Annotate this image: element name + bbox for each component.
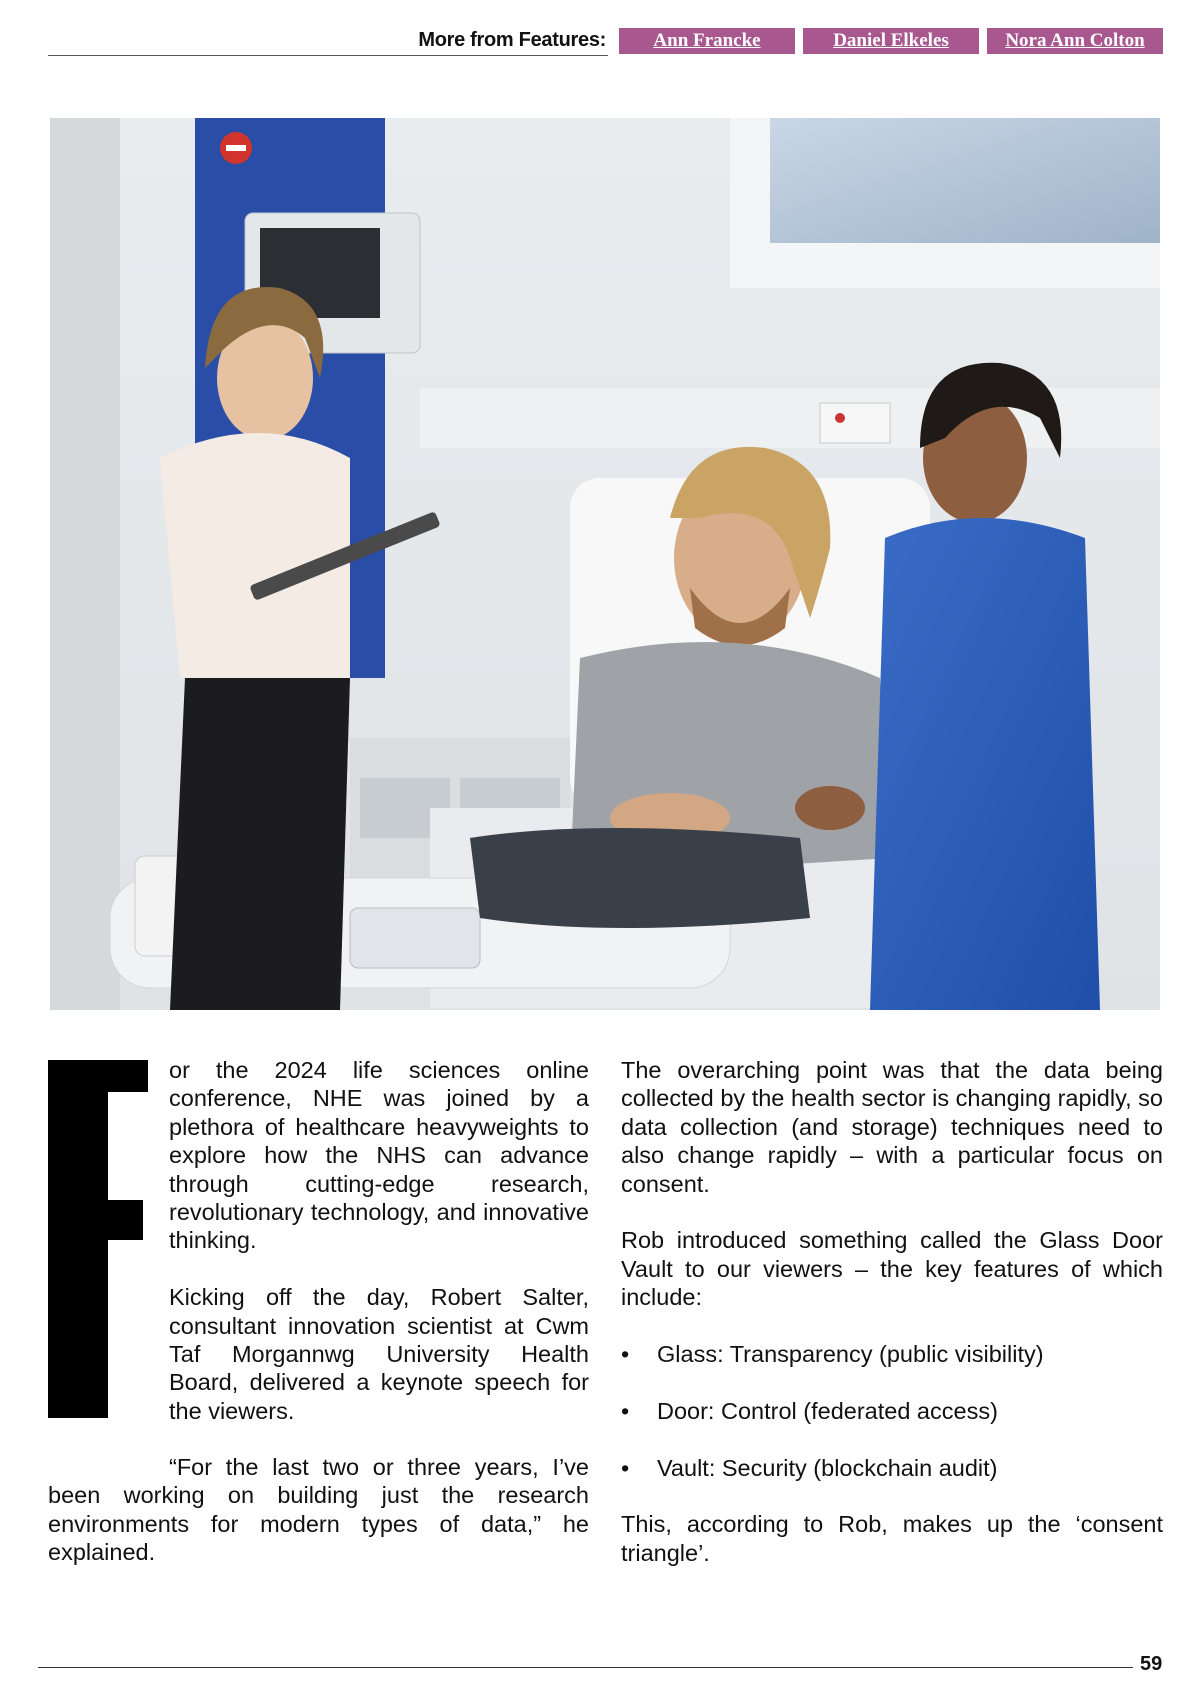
bullet-symbol: • [621,1454,630,1481]
left-column-top [169,1056,589,1425]
bullet-text: Glass: Transparency (public visibility) [657,1341,1044,1368]
drop-cap [48,1060,148,1418]
paragraph-consent-triangle: This, according to Rob, makes up the ‘consent triangle’. [621,1511,1163,1566]
footer-rule [38,1667,1133,1668]
more-from-features-label: More from Features: [418,29,606,51]
author-tab-daniel-elkeles[interactable] [803,28,979,54]
bullet-symbol: • [621,1341,630,1368]
author-link[interactable]: Ann Francke [653,30,761,51]
author-tab-nora-ann-colton[interactable] [987,28,1163,54]
author-tab-ann-francke[interactable] [619,28,795,54]
article-photo [50,118,1160,1010]
list-item [621,1397,1163,1425]
bullet-text: Door: Control (federated access) [657,1397,998,1424]
author-link[interactable]: Nora Ann Colton [1005,30,1145,51]
header-rule [48,55,608,56]
bullet-symbol: • [621,1397,630,1424]
paragraph-glass-door-vault: Rob introduced something called the Glass Door Vault to our viewers – the key features of which include: [621,1227,1163,1311]
page-number: 59 [1140,1653,1163,1675]
paragraph-keynote: Kicking off the day, Robert Salter, consultant innovation scientist at Cwm Taf Morgannwg University Health Board, delivered a keynote speech for the viewers. [169,1284,589,1424]
paragraph-overarching-point: The overarching point was that the data being collected by the health sector is changing rapidly, so data collection (and storage) techniques need to also change rapidly – with a particular focus on consent. [621,1057,1163,1197]
bullet-text: Vault: Security (blockchain audit) [657,1454,998,1481]
list-item [621,1454,1163,1482]
list-item [621,1340,1163,1368]
paragraph-quote: “For the last two or three years, I’ve been working on building just the research environments for modern types of data,” he explained. [48,1454,589,1566]
author-link[interactable]: Daniel Elkeles [833,30,949,51]
paragraph-intro: or the 2024 life sciences online conference, NHE was joined by a plethora of healthcare heavyweights to explore how the NHS can advance through cutting-edge research, revolutionary technology, and innovative thinking. [169,1057,589,1254]
left-column-bottom [48,1453,589,1567]
right-column [621,1056,1163,1596]
